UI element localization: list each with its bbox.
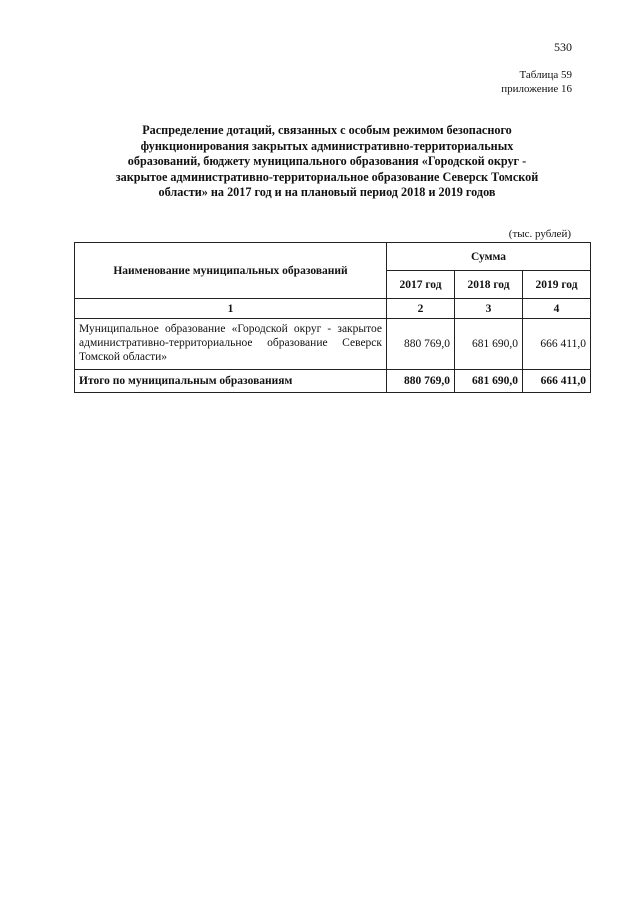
- row-value-2019: 666 411,0: [523, 319, 591, 370]
- row-value-2017: 880 769,0: [387, 319, 455, 370]
- appendix-label: приложение 16: [501, 83, 572, 95]
- column-numbers-row: [75, 299, 591, 319]
- header-sum: Сумма: [387, 243, 591, 271]
- header-year-2017: 2017 год: [387, 271, 455, 299]
- column-number: 3: [455, 299, 523, 319]
- total-value-2019: 666 411,0: [523, 370, 591, 393]
- title-line: функционирования закрытых административно-территориальных: [140, 138, 514, 153]
- title-line: области» на 2017 год и на плановый период 2018 и 2019 годов: [158, 185, 496, 199]
- total-value-2017: 880 769,0: [387, 370, 455, 393]
- column-number: 4: [523, 299, 591, 319]
- units-note: (тыс. рублей): [508, 228, 571, 240]
- title-line: Распределение дотаций, связанных с особым режимом безопасного: [142, 123, 512, 137]
- row-value-2018: 681 690,0: [455, 319, 523, 370]
- title-line: образований, бюджету муниципального образования «Городской округ -: [127, 154, 527, 168]
- header-year-2018: 2018 год: [455, 271, 523, 299]
- header-year-2019: 2019 год: [523, 271, 591, 299]
- table-reference: [400, 68, 572, 96]
- column-number: 1: [75, 299, 387, 319]
- header-name: Наименование муниципальных образований: [75, 243, 387, 299]
- title-line: закрытое административно-территориальное образование Северск Томской: [115, 169, 539, 184]
- row-name: Муниципальное образование «Городской округ - закрытое административно-территориальное образование Северск Томской области»: [75, 319, 387, 370]
- page-number: 530: [554, 40, 572, 54]
- header-row: [75, 243, 591, 271]
- allocation-table: [74, 242, 591, 393]
- total-value-2018: 681 690,0: [455, 370, 523, 393]
- table-label: Таблица 59: [519, 69, 572, 81]
- total-label: Итого по муниципальным образованиям: [75, 370, 387, 393]
- column-number: 2: [387, 299, 455, 319]
- document-title: [90, 123, 564, 201]
- table-row: [75, 319, 591, 370]
- total-row: [75, 370, 591, 393]
